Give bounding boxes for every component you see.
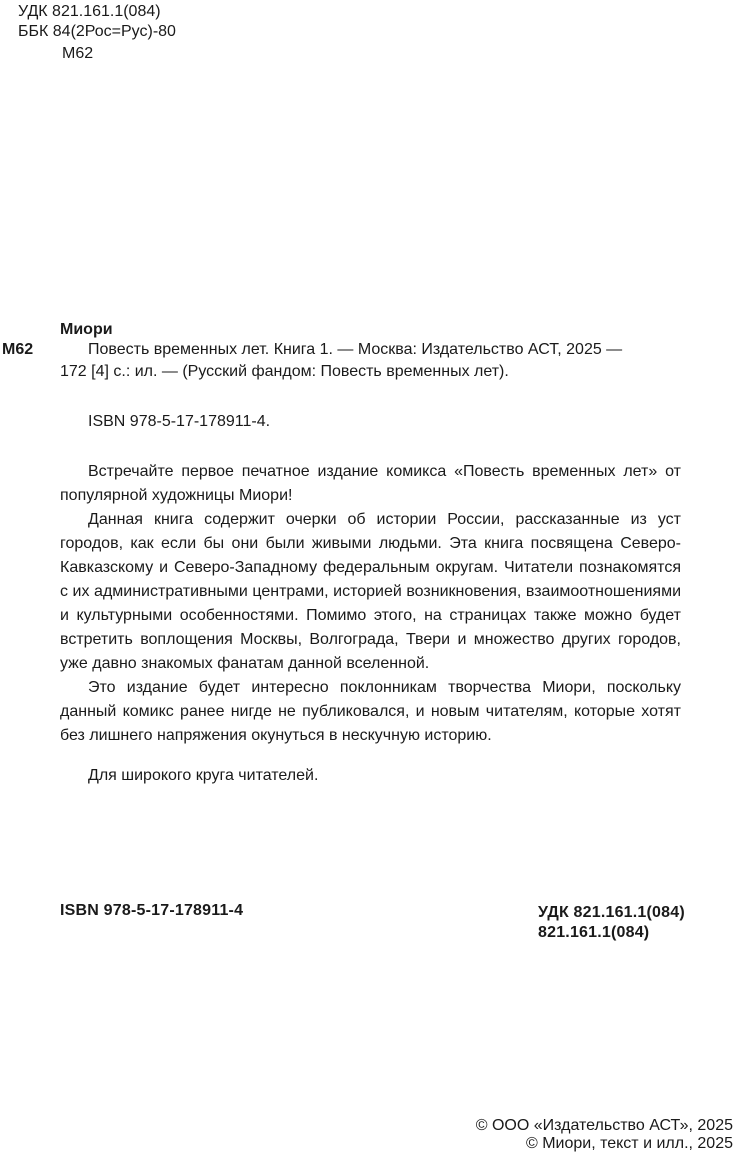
udk-code: УДК 821.161.1(084) <box>18 3 161 20</box>
audience-note: Для широкого круга читателей. <box>88 767 319 784</box>
isbn-footer: ISBN 978-5-17-178911-4 <box>60 902 244 919</box>
annotation <box>60 460 681 788</box>
author-name: Миори <box>60 321 113 338</box>
author-mark-margin: М62 <box>2 341 34 358</box>
udk-footer-line-2: 821.161.1(084) <box>538 924 650 941</box>
title-line-2: 172 [4] с.: ил. — (Русский фандом: Повесть временных лет). <box>60 363 509 380</box>
annotation-paragraph: Встречайте первое печатное издание комикса «Повесть временных лет» от популярной художницы Миори! <box>60 463 681 504</box>
bbk-code: ББК 84(2Рос=Рус)-80 <box>18 23 176 40</box>
annotation-paragraph: Это издание будет интересно поклонникам творчества Миори, поскольку данный комикс ранее нигде не публиковался, и новым читателям, которые хотят без лишнего напряжения окунуться в нескучную историю. <box>60 679 681 744</box>
title-line-1: Повесть временных лет. Книга 1. — Москва: Издательство АСТ, 2025 — <box>88 341 623 358</box>
author-mark: М62 <box>62 45 94 62</box>
udk-footer-line-1: УДК 821.161.1(084) <box>538 904 685 921</box>
copyright-publisher: © ООО «Издательство АСТ», 2025 <box>475 1117 733 1134</box>
isbn-entry: ISBN 978-5-17-178911-4. <box>88 413 271 430</box>
copyright-author: © Миори, текст и илл., 2025 <box>525 1135 733 1152</box>
annotation-paragraph: Данная книга содержит очерки об истории России, рассказанные из уст городов, как если бы они были живыми людьми. Эта книга посвящена Северо-Кавказскому и Северо-Западному федеральным округам. Читатели познакомятся с их административными центрами, историей возникновения, взаимоотношениями и культурными особенностями. Помимо этого, на страницах также можно будет встретить воплощения Москвы, Волгограда, Твери и множество других городов, уже давно знакомых фанатам данной вселенной. <box>60 511 681 672</box>
